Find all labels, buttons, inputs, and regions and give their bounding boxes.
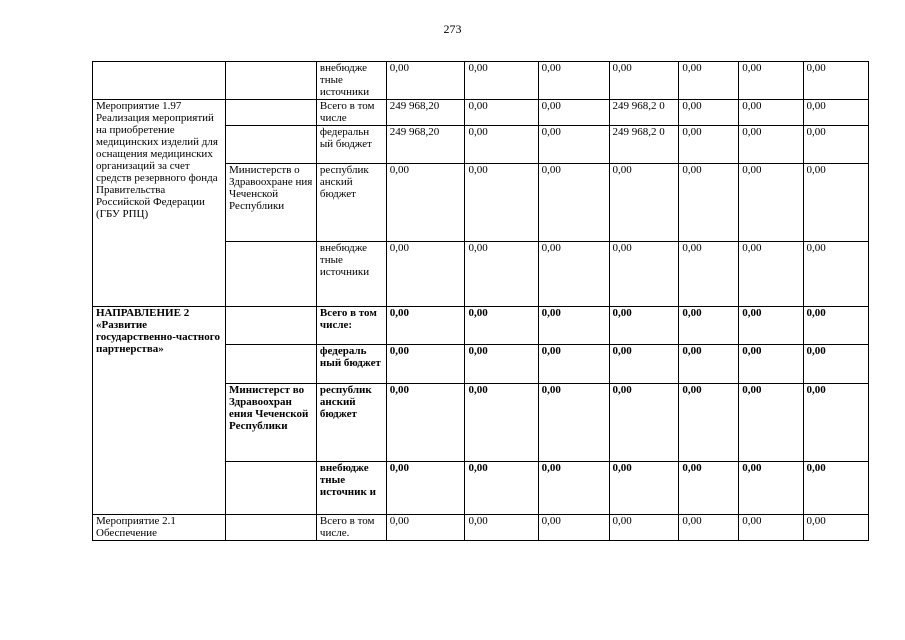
value-year1-cell: 0,00 — [465, 307, 538, 345]
funding-source-cell: республик анский бюджет — [316, 384, 386, 462]
value-year6-cell: 0,00 — [803, 515, 868, 541]
value-year3-cell: 249 968,2 0 — [609, 126, 679, 164]
value-total-cell: 0,00 — [386, 345, 465, 384]
value-year2-cell: 0,00 — [538, 100, 609, 126]
value-year4-cell: 0,00 — [679, 307, 739, 345]
value-year2-cell: 0,00 — [538, 126, 609, 164]
value-year4-cell: 0,00 — [679, 515, 739, 541]
funding-source-cell: Всего в том числе. — [316, 515, 386, 541]
funding-source-cell: внебюдже тные источники — [316, 62, 386, 100]
value-year1-cell: 0,00 — [465, 126, 538, 164]
value-year3-cell: 0,00 — [609, 384, 679, 462]
value-total-cell: 249 968,20 — [386, 126, 465, 164]
value-year6-cell: 0,00 — [803, 126, 868, 164]
value-year4-cell: 0,00 — [679, 242, 739, 307]
budget-table-body — [93, 62, 869, 541]
value-year1-cell: 0,00 — [465, 242, 538, 307]
value-year1-cell: 0,00 — [465, 384, 538, 462]
value-year3-cell: 0,00 — [609, 307, 679, 345]
value-year1-cell: 0,00 — [465, 164, 538, 242]
value-year5-cell: 0,00 — [739, 126, 803, 164]
value-year6-cell: 0,00 — [803, 164, 868, 242]
value-year5-cell: 0,00 — [739, 62, 803, 100]
funding-source-cell: Всего в том числе: — [316, 307, 386, 345]
funding-source-cell: Всего в том числе — [316, 100, 386, 126]
funding-source-cell: внебюдже тные источники — [316, 242, 386, 307]
value-year2-cell: 0,00 — [538, 307, 609, 345]
activity-name-cell — [93, 62, 226, 100]
value-year5-cell: 0,00 — [739, 345, 803, 384]
funding-source-cell: республик анский бюджет — [316, 164, 386, 242]
value-year6-cell: 0,00 — [803, 345, 868, 384]
value-year5-cell: 0,00 — [739, 307, 803, 345]
value-year2-cell: 0,00 — [538, 515, 609, 541]
executor-cell — [226, 462, 317, 515]
value-total-cell: 249 968,20 — [386, 100, 465, 126]
value-total-cell: 0,00 — [386, 164, 465, 242]
value-year1-cell: 0,00 — [465, 515, 538, 541]
table-row — [93, 100, 869, 126]
value-year6-cell: 0,00 — [803, 242, 868, 307]
value-year2-cell: 0,00 — [538, 384, 609, 462]
value-year4-cell: 0,00 — [679, 126, 739, 164]
value-year2-cell: 0,00 — [538, 345, 609, 384]
executor-cell — [226, 515, 317, 541]
value-year3-cell: 249 968,2 0 — [609, 100, 679, 126]
funding-source-cell: федеральн ый бюджет — [316, 126, 386, 164]
value-year4-cell: 0,00 — [679, 384, 739, 462]
value-year5-cell: 0,00 — [739, 384, 803, 462]
value-year4-cell: 0,00 — [679, 345, 739, 384]
funding-source-cell: федераль ный бюджет — [316, 345, 386, 384]
value-year3-cell: 0,00 — [609, 242, 679, 307]
value-year5-cell: 0,00 — [739, 462, 803, 515]
value-year4-cell: 0,00 — [679, 100, 739, 126]
executor-cell — [226, 62, 317, 100]
executor-cell: Министерст во Здравоохран ения Чеченской Республики — [226, 384, 317, 462]
value-year5-cell: 0,00 — [739, 515, 803, 541]
value-year5-cell: 0,00 — [739, 164, 803, 242]
activity-name-cell: Мероприятие 2.1 Обеспечение — [93, 515, 226, 541]
budget-table — [92, 61, 869, 541]
value-year2-cell: 0,00 — [538, 62, 609, 100]
executor-cell — [226, 126, 317, 164]
value-year1-cell: 0,00 — [465, 345, 538, 384]
value-total-cell: 0,00 — [386, 384, 465, 462]
executor-cell — [226, 345, 317, 384]
value-year1-cell: 0,00 — [465, 100, 538, 126]
value-year2-cell: 0,00 — [538, 242, 609, 307]
value-year5-cell: 0,00 — [739, 100, 803, 126]
executor-cell — [226, 242, 317, 307]
value-year2-cell: 0,00 — [538, 462, 609, 515]
value-total-cell: 0,00 — [386, 462, 465, 515]
executor-cell: Министерств о Здравоохране ния Чеченской Республики — [226, 164, 317, 242]
value-year3-cell: 0,00 — [609, 164, 679, 242]
value-year2-cell: 0,00 — [538, 164, 609, 242]
value-year4-cell: 0,00 — [679, 164, 739, 242]
value-total-cell: 0,00 — [386, 515, 465, 541]
value-year3-cell: 0,00 — [609, 345, 679, 384]
table-row — [93, 307, 869, 345]
table-row — [93, 515, 869, 541]
value-year3-cell: 0,00 — [609, 462, 679, 515]
value-year4-cell: 0,00 — [679, 62, 739, 100]
executor-cell — [226, 307, 317, 345]
value-total-cell: 0,00 — [386, 307, 465, 345]
value-year6-cell: 0,00 — [803, 100, 868, 126]
value-year6-cell: 0,00 — [803, 384, 868, 462]
value-year6-cell: 0,00 — [803, 462, 868, 515]
value-year1-cell: 0,00 — [465, 462, 538, 515]
page-number: 273 — [443, 22, 462, 36]
value-year3-cell: 0,00 — [609, 62, 679, 100]
value-year6-cell: 0,00 — [803, 62, 868, 100]
table-row — [93, 62, 869, 100]
value-total-cell: 0,00 — [386, 62, 465, 100]
executor-cell — [226, 100, 317, 126]
activity-name-cell: НАПРАВЛЕНИЕ 2 «Развитие государственно-частного партнерства» — [93, 307, 226, 515]
value-year1-cell: 0,00 — [465, 62, 538, 100]
value-total-cell: 0,00 — [386, 242, 465, 307]
value-year3-cell: 0,00 — [609, 515, 679, 541]
value-year6-cell: 0,00 — [803, 307, 868, 345]
funding-source-cell: внебюдже тные источник и — [316, 462, 386, 515]
value-year4-cell: 0,00 — [679, 462, 739, 515]
value-year5-cell: 0,00 — [739, 242, 803, 307]
activity-name-cell: Мероприятие 1.97 Реализация мероприятий на приобретение медицинских изделий для оснащения медицинских организаций за счет средств резервного фонда Правительства Российской Федерации (ГБУ РПЦ) — [93, 100, 226, 307]
